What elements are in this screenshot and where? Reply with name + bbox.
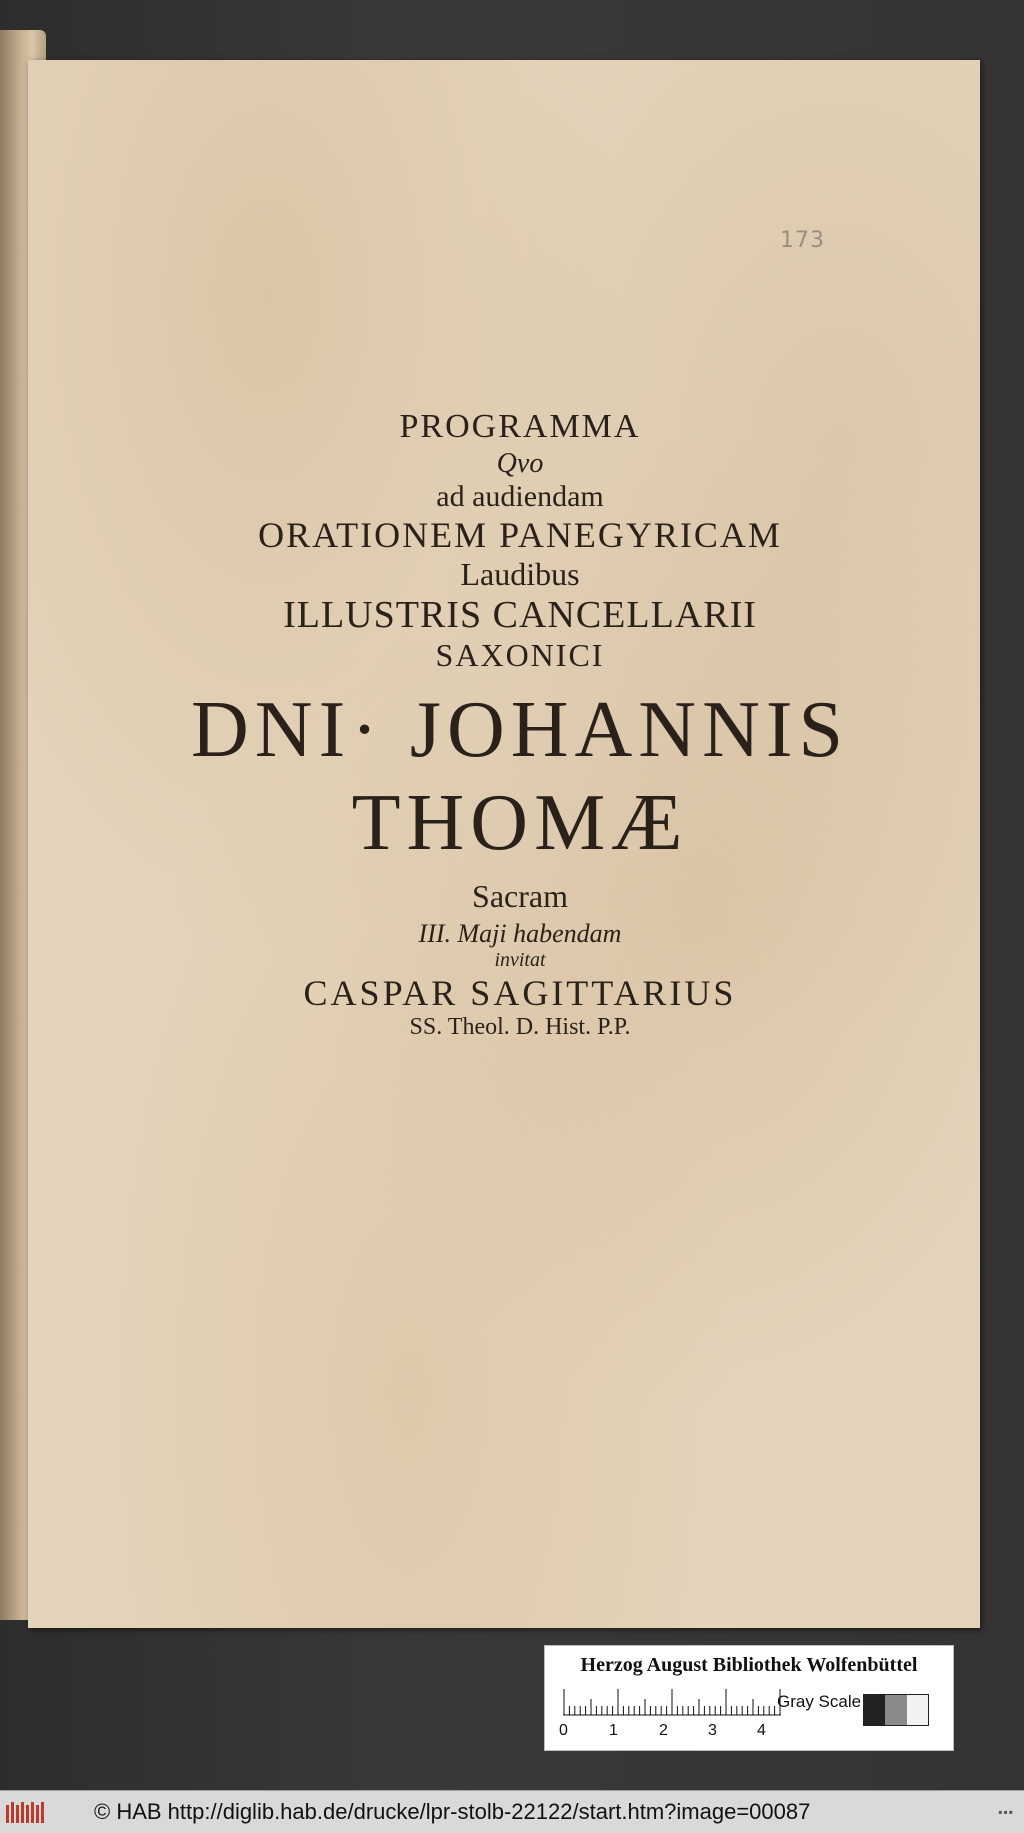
gray-scale-swatch: [863, 1694, 929, 1726]
title-line: ORATIONEM PANEGYRICAM: [258, 515, 782, 555]
title-line: PROGRAMMA: [399, 408, 641, 445]
title-line: SS. Theol. D. Hist. P.P.: [409, 1014, 631, 1040]
ruler-number: 4: [757, 1722, 766, 1739]
title-line: Laudibus: [460, 556, 580, 592]
title-line: CASPAR SAGITTARIUS: [303, 973, 737, 1013]
swatch-dark: [864, 1695, 885, 1725]
ruler-number: 3: [708, 1722, 717, 1739]
title-line: III. Maji habendam: [418, 919, 622, 948]
title-line: SAXONICI: [435, 637, 605, 673]
title-line: ad audiendam: [436, 480, 604, 513]
title-line: invitat: [494, 949, 546, 971]
hab-logo-icon: [4, 1799, 48, 1825]
ruler-number: 0: [559, 1722, 568, 1739]
status-bar: [0, 1790, 1024, 1833]
title-line: Sacram: [472, 878, 568, 914]
institution-name: Herzog August Bibliothek Wolfenbüttel: [580, 1654, 918, 1676]
color-target-card: [544, 1645, 954, 1751]
gray-scale-label: Gray Scale: [777, 1692, 862, 1711]
swatch-mid: [885, 1695, 906, 1725]
swatch-light: [907, 1695, 928, 1725]
ruler-scale: [563, 1688, 781, 1716]
title-line: Qvo: [496, 448, 544, 479]
menu-dots-icon[interactable]: ▪▪▪: [998, 1805, 1014, 1819]
source-url-text[interactable]: © HAB http://diglib.hab.de/drucke/lpr-stolb-22122/start.htm?image=00087: [94, 1799, 811, 1824]
title-page-text: [100, 408, 940, 1041]
ruler-number: 2: [659, 1722, 668, 1739]
ruler-number: 1: [609, 1722, 618, 1739]
handwritten-margin-note: 173: [780, 228, 825, 253]
title-line-large: THOMÆ: [351, 779, 689, 867]
title-line: ILLUSTRIS CANCELLARII: [283, 594, 757, 636]
title-line-large: DNI· JOHANNIS: [191, 686, 849, 774]
